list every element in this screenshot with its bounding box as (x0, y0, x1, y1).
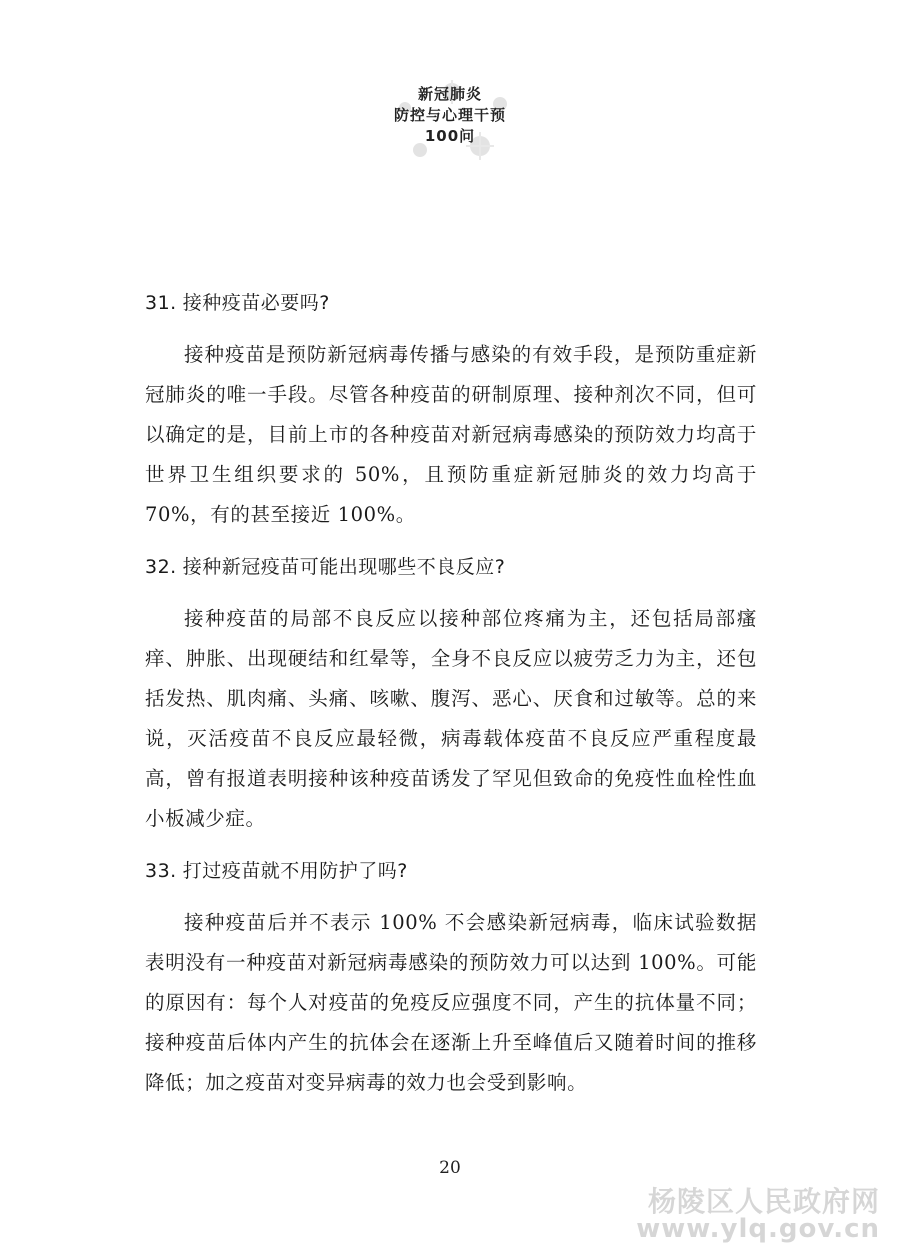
question-number: 33. (145, 860, 177, 882)
question-number: 32. (145, 556, 177, 578)
answer-33-paragraph: 接种疫苗后并不表示 100% 不会感染新冠病毒，临床试验数据表明没有一种疫苗对新冠病毒感染的预防效力可以达到 100%。可能的原因有：每个人对疫苗的免疫反应强度不同，产生的抗体量不同；接种疫苗后体内产生的抗体会在逐渐上升至峰值后又随着时间的推移降低；加之疫苗对变异病毒的效力也会受到影响。 (145, 911, 757, 1094)
question-32-title (145, 547, 757, 587)
question-text: 接种新冠疫苗可能出现哪些不良反应? (182, 556, 506, 578)
question-number: 31. (145, 292, 177, 314)
question-33-title (145, 851, 757, 891)
answer-32-paragraph: 接种疫苗的局部不良反应以接种部位疼痛为主，还包括局部瘙痒、肿胀、出现硬结和红晕等，全身不良反应以疲劳乏力为主，还包括发热、肌肉痛、头痛、咳嗽、腹泻、恶心、厌食和过敏等。总的来说，灭活疫苗不良反应最轻微，病毒载体疫苗不良反应严重程度最高，曾有报道表明接种该种疫苗诱发了罕见但致命的免疫性血栓性血小板减少症。 (145, 607, 757, 830)
page-number: 20 (439, 1158, 461, 1178)
watermark-site-name: 杨陵区人民政府网 (647, 1185, 880, 1218)
header-line-3: 100问 (424, 127, 476, 145)
page-content (145, 283, 757, 1103)
question-31-title (145, 283, 757, 323)
question-text: 接种疫苗必要吗? (182, 292, 330, 314)
watermark-site-url: www.ylq.gov.cn (636, 1214, 880, 1244)
running-header (0, 78, 900, 168)
header-line-2: 防控与心理干预 (393, 106, 506, 124)
answer-31-paragraph: 接种疫苗是预防新冠病毒传播与感染的有效手段，是预防重症新冠肺炎的唯一手段。尽管各种疫苗的研制原理、接种剂次不同，但可以确定的是，目前上市的各种疫苗对新冠病毒感染的预防效力均高于世界卫生组织要求的 50%，且预防重症新冠肺炎的效力均高于 70%，有的甚至接近 100%。 (145, 343, 757, 526)
question-text: 打过疫苗就不用防护了吗? (182, 860, 408, 882)
header-line-1: 新冠肺炎 (417, 85, 482, 103)
